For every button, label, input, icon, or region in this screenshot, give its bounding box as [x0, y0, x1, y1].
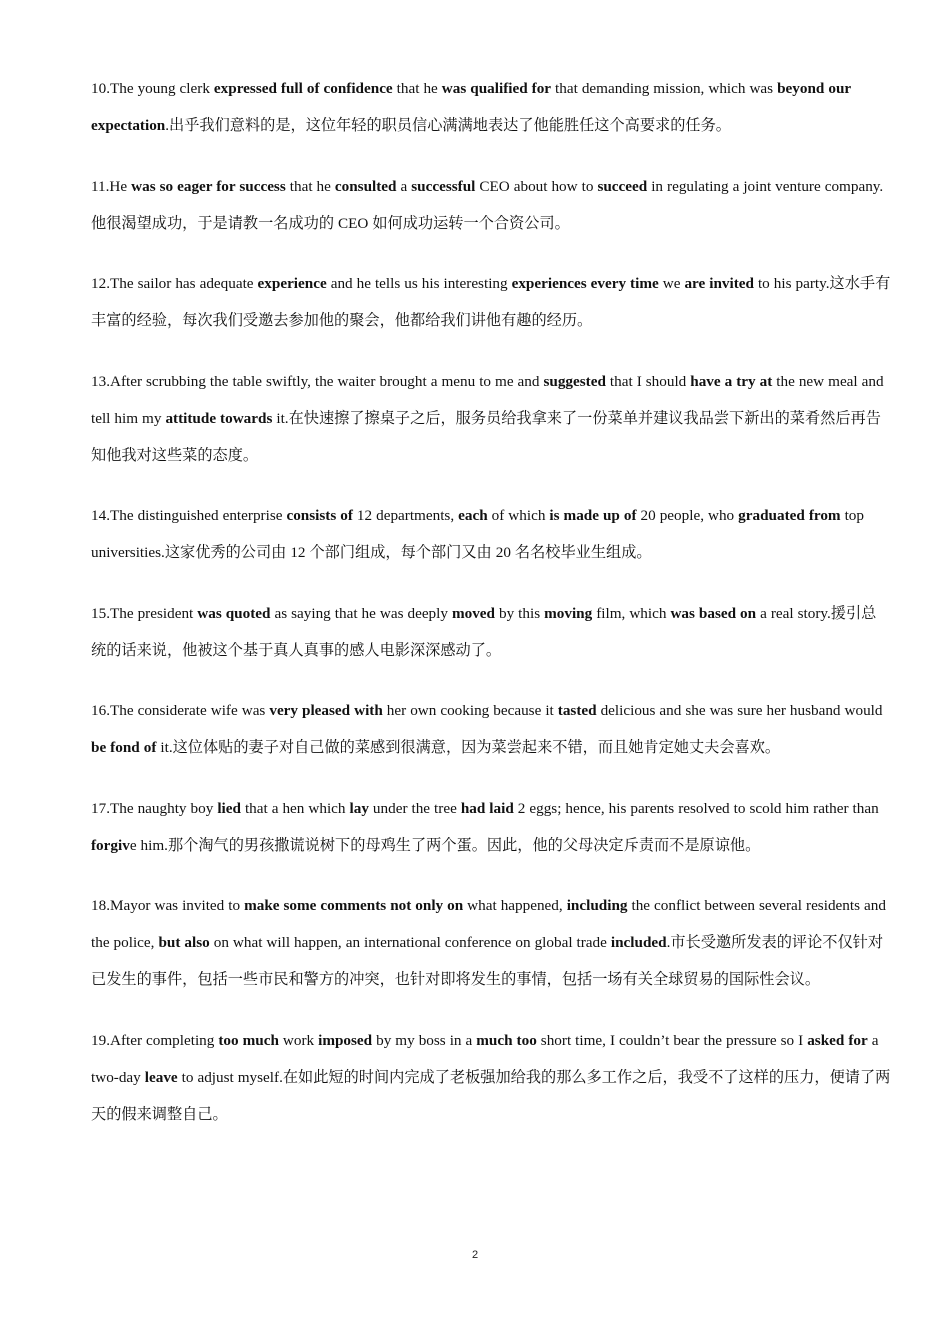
sentence-text: 12.The sailor has adequate	[91, 275, 258, 292]
key-phrase: very pleased with	[269, 702, 383, 719]
sentence-12	[91, 265, 891, 339]
sentence-text: short time, I couldn’t bear the pressure so I	[536, 1031, 808, 1049]
key-phrase: attitude towards	[165, 409, 273, 427]
sentence-text: in regulating a joint venture company.他很渴望成功，于是请教一名成功的 CEO 如何成功运转一个合资公司。	[91, 177, 884, 232]
key-phrase: consists of	[286, 507, 353, 524]
key-phrase: successful	[411, 177, 476, 195]
key-phrase: leave	[144, 1068, 178, 1086]
key-phrase: experiences every time	[511, 275, 659, 292]
sentence-text: it.在快速擦了擦桌子之后，服务员给我拿来了一份菜单并建议我品尝下新出的菜肴然后再告知他我对这些菜的态度。	[91, 409, 881, 464]
sentence-text: to his party.这水手有丰富的经验，每次我们受邀去参加他的聚会，他都给我们讲他有趣的经历。	[91, 275, 891, 329]
key-phrase: graduated from	[738, 507, 841, 524]
sentence-text: the new meal and tell him my	[91, 372, 884, 427]
sentence-text: what happened,	[463, 897, 567, 914]
key-phrase: lied	[217, 799, 241, 817]
sentence-text: that he	[392, 80, 442, 97]
sentence-text: .市长受邀所发表的评论不仅针对已发生的事件，包括一些市民和警方的冲突，也针对即将发生的事情，包括一场有关全球贸易的国际性会议。	[91, 934, 884, 988]
sentence-text: 15.The president	[91, 604, 198, 622]
sentence-13	[91, 363, 891, 474]
key-phrase: beyond our expectation	[91, 80, 851, 134]
key-phrase: much too	[476, 1031, 537, 1049]
sentence-18	[91, 887, 891, 998]
sentence-11	[91, 168, 891, 242]
sentence-text: by my boss in a	[372, 1031, 477, 1049]
key-phrase: including	[566, 897, 628, 914]
key-phrase: included	[610, 934, 667, 951]
sentence-text: under the tree	[368, 799, 461, 817]
key-phrase: succeed	[597, 177, 648, 195]
sentence-text: it.这位体贴的妻子对自己做的菜感到很满意，因为菜尝起来不错，而且她肯定她丈夫会喜欢。	[156, 739, 781, 756]
key-phrase: tasted	[557, 702, 597, 719]
key-phrase: but also	[158, 934, 210, 951]
key-phrase: moving	[544, 604, 593, 622]
key-phrase: imposed	[318, 1031, 373, 1049]
sentence-text: film, which	[592, 604, 671, 622]
sentence-text: .出乎我们意料的是，这位年轻的职员信心满满地表达了他能胜任这个高要求的任务。	[165, 117, 731, 134]
sentence-text: 16.The considerate wife was	[91, 702, 270, 719]
sentence-text: 12 departments,	[352, 507, 459, 524]
sentence-text: that I should	[605, 372, 691, 390]
key-phrase: are invited	[684, 275, 754, 292]
sentence-text: on what will happen, an international conference on global trade	[209, 934, 611, 951]
key-phrase: was quoted	[197, 604, 271, 622]
sentence-text: CEO about how to	[475, 177, 598, 195]
sentence-text: 20 people, who	[636, 507, 739, 524]
sentence-14	[91, 497, 891, 571]
key-phrase: is made up of	[549, 507, 637, 524]
sentence-text: e him.那个淘气的男孩撒谎说树下的母鸡生了两个蛋。因此，他的父母决定斥责而不是原谅他。	[129, 836, 761, 854]
sentence-list	[91, 70, 891, 1156]
sentence-text: 19.After completing	[91, 1031, 219, 1049]
sentence-17	[91, 790, 891, 864]
sentence-15	[91, 595, 891, 669]
key-phrase: too much	[218, 1031, 279, 1049]
key-phrase: was qualified for	[441, 80, 552, 97]
sentence-text: 10.The young clerk	[91, 80, 214, 97]
sentence-text: 17.The naughty boy	[91, 799, 218, 817]
sentence-text: the conflict between several residents and the police,	[91, 897, 886, 951]
key-phrase: was based on	[670, 604, 757, 622]
sentence-text: work	[278, 1031, 319, 1049]
sentence-text: 14.The distinguished enterprise	[91, 507, 287, 524]
sentence-text: a	[396, 177, 412, 195]
sentence-text: that he	[285, 177, 335, 195]
key-phrase: was so eager for success	[131, 177, 286, 195]
sentence-text: 13.After scrubbing the table swiftly, the waiter brought a menu to me and	[91, 372, 544, 390]
sentence-text: delicious and she was sure her husband would	[596, 702, 883, 719]
sentence-text: of which	[487, 507, 550, 524]
key-phrase: experience	[257, 275, 327, 292]
key-phrase: lay	[349, 799, 369, 817]
sentence-text: that a hen which	[240, 799, 350, 817]
sentence-19	[91, 1022, 891, 1133]
page-number: 2	[471, 1249, 479, 1261]
key-phrase: be fond of	[91, 739, 157, 756]
sentence-text: 11.He	[91, 177, 132, 195]
sentence-text: a two-day	[91, 1031, 879, 1086]
key-phrase: expressed full of confidence	[213, 80, 393, 97]
sentence-text: 2 eggs; hence, his parents resolved to scold him rather than	[513, 799, 879, 817]
sentence-text: by this	[495, 604, 545, 622]
key-phrase: make some comments not only on	[244, 897, 464, 914]
key-phrase: moved	[451, 604, 495, 622]
key-phrase: each	[458, 507, 488, 524]
sentence-text: 18.Mayor was invited to	[91, 897, 245, 914]
key-phrase: consulted	[334, 177, 397, 195]
sentence-text: and he tells us his interesting	[326, 275, 512, 292]
sentence-text: as saying that he was deeply	[270, 604, 452, 622]
sentence-text: that demanding mission, which was	[551, 80, 778, 97]
sentence-16	[91, 692, 891, 766]
sentence-text: we	[658, 275, 685, 292]
key-phrase: have a try at	[690, 372, 773, 390]
sentence-text: top universities.这家优秀的公司由 12 个部门组成，每个部门又由 20 名名校毕业生组成。	[91, 507, 864, 561]
key-phrase: suggested	[543, 372, 606, 390]
sentence-text: to adjust myself.在如此短的时间内完成了老板强加给我的那么多工作之后，我受不了这样的压力，便请了两天的假来调整自己。	[91, 1068, 891, 1123]
key-phrase: had laid	[460, 799, 514, 817]
sentence-10	[91, 70, 891, 144]
key-phrase: asked for	[807, 1031, 868, 1049]
key-phrase: forgiv	[91, 836, 130, 854]
sentence-text: her own cooking because it	[382, 702, 558, 719]
sentence-text: a real story.援引总统的话来说，他被这个基于真人真事的感人电影深深感动了。	[91, 604, 877, 659]
